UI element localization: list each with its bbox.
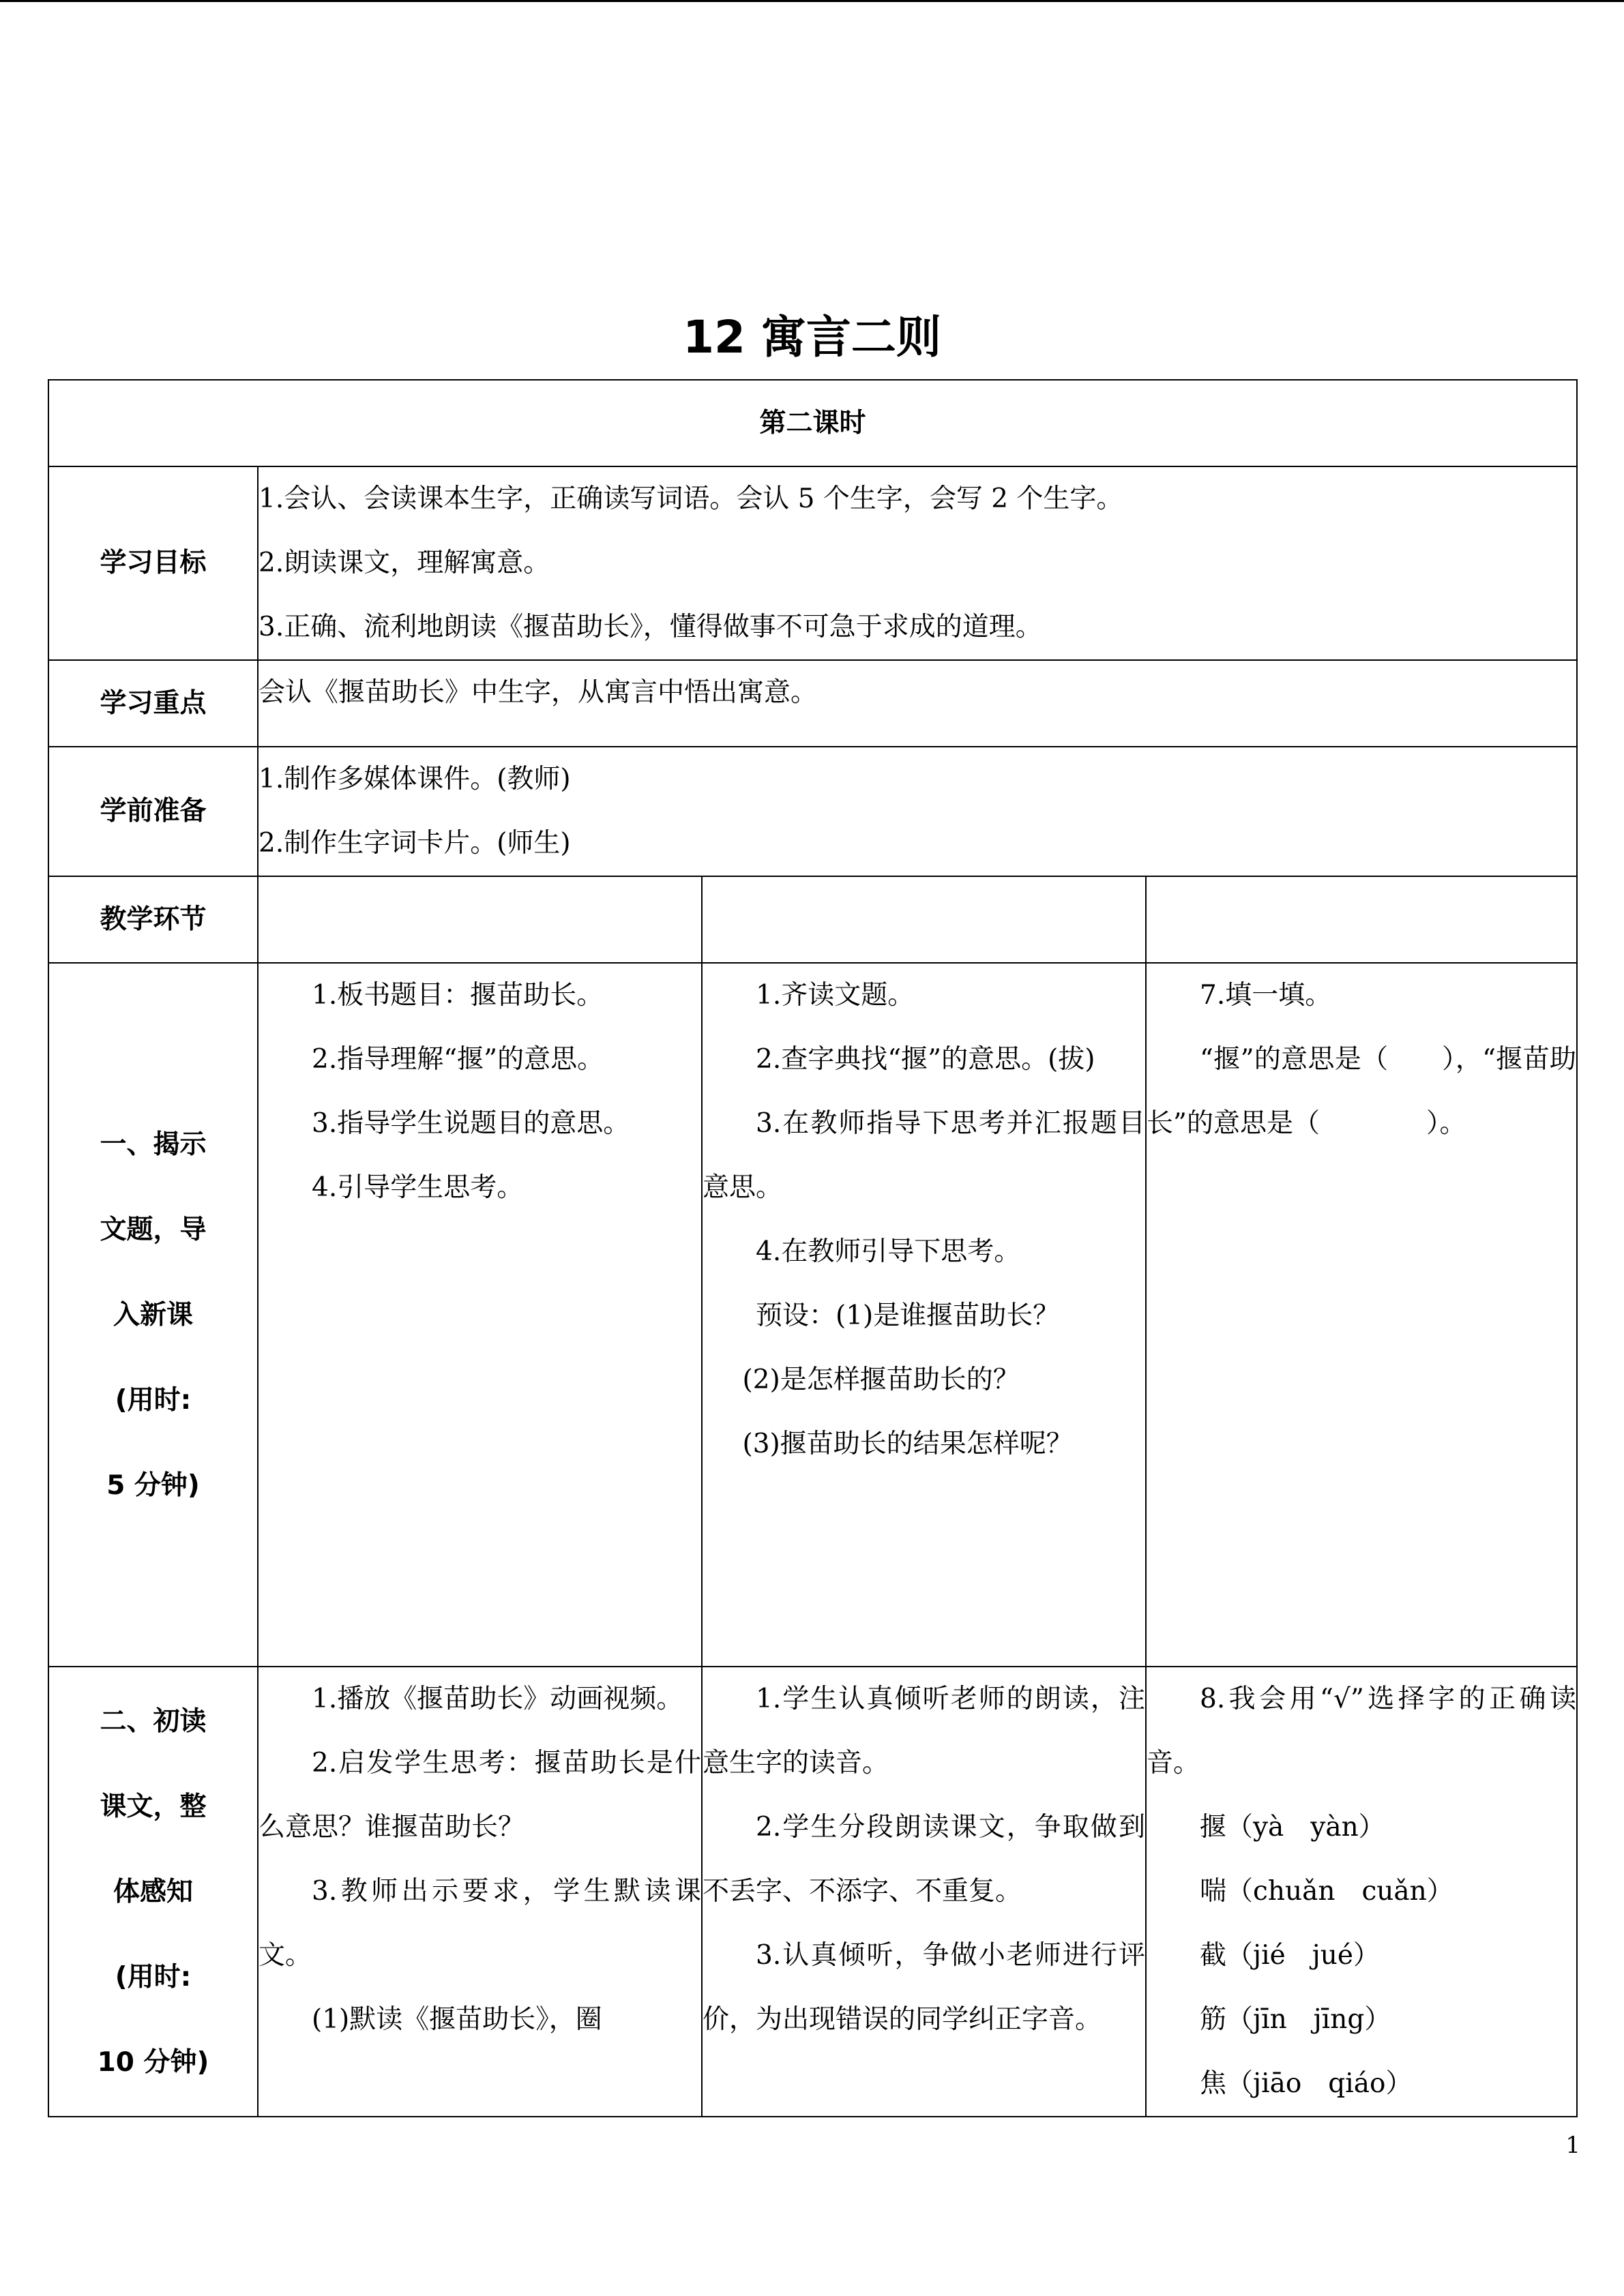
- teacher-step: 3.教师出示要求，学生默读课文。: [259, 1876, 701, 1971]
- student-step: 3.在教师指导下思考并汇报题目意思。: [703, 1108, 1145, 1203]
- exercise-item: 截（jié jué）: [1200, 1940, 1380, 1971]
- student-step: 3.认真倾听，争做小老师进行评价，为出现错误的同学纠正字音。: [703, 1940, 1145, 2035]
- stage1-teacher: [258, 963, 702, 1667]
- exercise-item: 揠（yà yàn）: [1200, 1812, 1385, 1843]
- student-column-header: [702, 876, 1146, 963]
- student-step: (3)揠苗助长的结果怎样呢？: [742, 1429, 1073, 1459]
- top-border: [0, 0, 1624, 2]
- prep-label: 学前准备: [48, 747, 258, 876]
- teacher-step: 1.板书题目：揠苗助长。: [312, 980, 604, 1011]
- student-step: 1.齐读文题。: [756, 980, 915, 1011]
- stage1-label: 一、揭示 文题，导 入新课 (用时: 5 分钟): [48, 963, 258, 1667]
- stage1-exercise: [1146, 963, 1577, 1667]
- stage1-row: [48, 963, 1577, 1667]
- exercise-column-header: [1146, 876, 1577, 963]
- prep-item: 1.制作多媒体课件。(教师): [259, 764, 571, 794]
- goal-item: 1.会认、会读课本生字，正确读写词语。会认 5 个生字，会写 2 个生字。: [259, 483, 1123, 514]
- student-step: 4.在教师引导下思考。: [756, 1236, 1021, 1267]
- teacher-step: 1.播放《揠苗助长》动画视频。: [312, 1684, 683, 1714]
- teacher-step: 4.引导学生思考。: [312, 1172, 524, 1203]
- page-title: 12 寓言二则: [683, 311, 941, 363]
- focus-row: [48, 660, 1577, 747]
- teacher-step: (1)默读《揠苗助长》，圈: [312, 2004, 602, 2035]
- exercise-item: 筋（jīn jīng）: [1200, 2004, 1391, 2035]
- teacher-step: 2.指导理解“揠”的意思。: [312, 1044, 604, 1075]
- prep-row: [48, 747, 1577, 876]
- prep-content: [258, 747, 1577, 876]
- student-step: 预设：(1)是谁揠苗助长？: [756, 1300, 1060, 1331]
- student-step: 2.学生分段朗读课文，争取做到不丢字、不添字、不重复。: [703, 1812, 1145, 1907]
- goals-row: [48, 466, 1577, 660]
- goal-item: 3.正确、流利地朗读《揠苗助长》，懂得做事不可急于求成的道理。: [259, 612, 1042, 642]
- lesson-plan-table: [48, 379, 1578, 2117]
- stage2-student: [702, 1667, 1146, 2117]
- student-step: 1.学生认真倾听老师的朗读，注意生字的读音。: [703, 1684, 1145, 1778]
- goals-label: 学习目标: [48, 466, 258, 660]
- focus-text: 会认《揠苗助长》中生字，从寓言中悟出寓意。: [259, 677, 818, 708]
- stage2-label: 二、初读 课文，整 体感知 (用时: 10 分钟): [48, 1667, 258, 2117]
- session-row: [48, 380, 1577, 466]
- exercise-item: 喘（chuǎn cuǎn）: [1200, 1876, 1453, 1907]
- stage2-teacher: [258, 1667, 702, 2117]
- goals-content: [258, 466, 1577, 660]
- steps-header-row: [48, 876, 1577, 963]
- focus-label: 学习重点: [48, 660, 258, 747]
- exercise-item: 8.我会用“√”选择字的正确读音。: [1147, 1684, 1577, 1778]
- focus-content: [258, 660, 1577, 747]
- prep-item: 2.制作生字词卡片。(师生): [259, 828, 571, 859]
- student-step: 2.查字典找“揠”的意思。(拔): [756, 1044, 1095, 1075]
- student-step: (2)是怎样揠苗助长的？: [742, 1365, 1020, 1395]
- page-number: 1: [1565, 2132, 1580, 2159]
- steps-label: 教学环节: [48, 876, 258, 963]
- stage2-row: [48, 1667, 1577, 2117]
- stage1-student: [702, 963, 1146, 1667]
- exercise-item: 焦（jiāo qiáo）: [1200, 2068, 1413, 2099]
- teacher-step: 3.指导学生说题目的意思。: [312, 1108, 630, 1139]
- stage2-exercise: [1146, 1667, 1577, 2117]
- goal-item: 2.朗读课文，理解寓意。: [259, 548, 550, 578]
- teacher-step: 2.启发学生思考：揠苗助长是什么意思？谁揠苗助长？: [259, 1748, 701, 1843]
- teacher-column-header: [258, 876, 702, 963]
- exercise-item: 7.填一填。: [1200, 980, 1332, 1011]
- session-title: 第二课时: [48, 380, 1577, 466]
- exercise-item: “揠”的意思是（ ），“揠苗助长”的意思是（ ）。: [1147, 1044, 1577, 1139]
